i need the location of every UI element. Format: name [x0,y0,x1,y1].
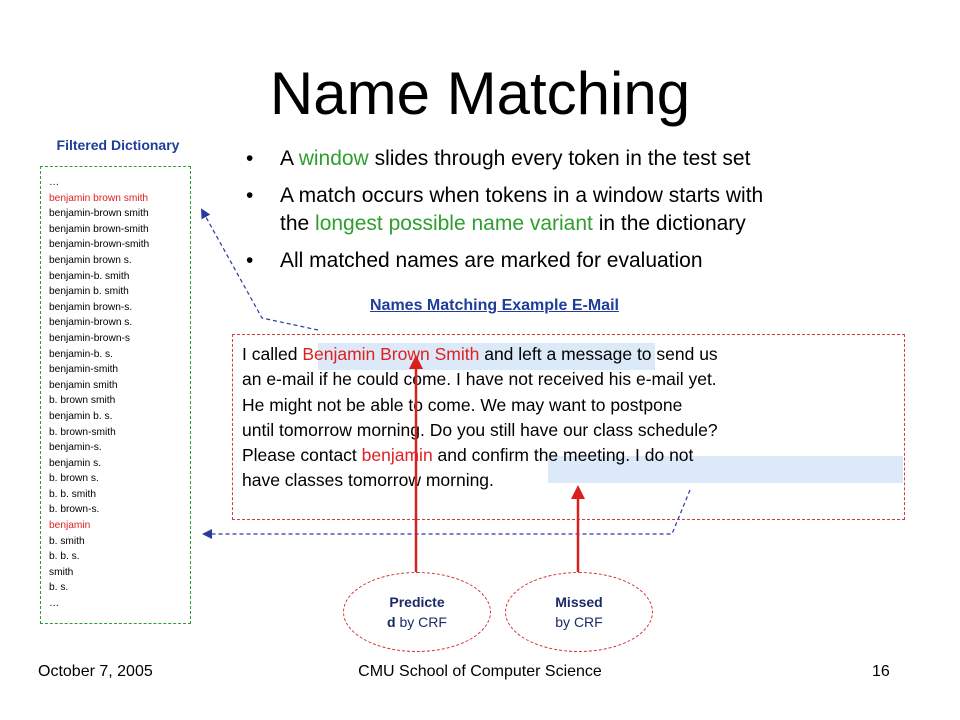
oval-text: by CRF [395,614,447,630]
email-name-match: benjamin [361,445,433,466]
missed-by-crf-oval [505,572,653,652]
email-fragment: Please contact [242,445,362,466]
arrow-to-dictionary-top [202,210,318,330]
dictionary-entry: b. b. smith [49,488,96,500]
bullet-text: All matched names are marked for evaluation [280,249,703,272]
dictionary-entry: b. brown-s. [49,504,100,516]
dictionary-entry: benjamin brown-s. [49,301,133,313]
dictionary-entry: benjamin-s. [49,442,102,454]
dictionary-entry: b. brown smith [49,395,116,407]
dictionary-entry: benjamin-brown s. [49,317,133,329]
bullet-dot: • [246,147,254,170]
page-number: 16 [872,663,890,680]
dictionary-entry: benjamin [49,520,91,532]
email-line: until tomorrow morning. Do you still have our class schedule? [242,419,718,440]
oval-text: Predicte [389,594,445,610]
email-line: He might not be able to come. We may want to postpone [242,394,683,415]
dictionary-entry: … [49,598,60,610]
dictionary-entry: benjamin smith [49,379,118,391]
email-fragment: and confirm the meeting. I do not [432,445,694,466]
dictionary-entry: b. brown-smith [49,426,116,438]
dictionary-entry: benjamin b. s. [49,410,113,422]
dictionary-title: Filtered Dictionary [56,137,180,153]
bullet-text: slides through every token in the test set [368,147,751,170]
email-name-match: Benjamin Brown Smith [302,344,480,364]
dictionary-entry: benjamin brown-smith [49,223,149,235]
dictionary-entry: … [49,177,60,188]
email-fragment: and left a message to send us [479,344,718,364]
bullet-highlight-window: window [298,147,369,170]
bullet-dot: • [246,184,254,207]
oval-label [387,592,447,632]
dictionary-entry: benjamin b. smith [49,286,129,298]
bullet-text: A match occurs when tokens in a window starts with [280,184,764,207]
dictionary-entry: b. smith [49,535,85,547]
bullet-text: A [280,147,299,170]
oval-text: Missed [555,594,603,610]
bullet-text: the [280,212,316,235]
dictionary-entry: benjamin brown s. [49,254,132,266]
dictionary-entry: b. b. s. [49,551,80,563]
bullet-dot: • [246,249,254,272]
dictionary-entry: benjamin-brown-s [49,332,130,344]
example-title: Names Matching Example E-Mail [370,297,619,314]
dictionary-entry: smith [49,566,74,578]
email-line: an e-mail if he could come. I have not received his e-mail yet. [242,369,717,390]
footer-date: October 7, 2005 [38,663,153,680]
dictionary-entry: benjamin s. [49,457,102,469]
dictionary-entry: benjamin-brown-smith [49,239,150,251]
dictionary-entry: benjamin-smith [49,364,119,376]
oval-text: by CRF [555,614,603,630]
dictionary-entry: benjamin-b. smith [49,270,130,282]
slide-title: Name Matching [269,60,691,127]
arrow-to-dictionary-entry [204,490,690,534]
dictionary-entry: b. brown s. [49,473,99,485]
dictionary-entry: b. s. [49,582,69,594]
oval-text: d [387,614,396,630]
bullet-text: in the dictionary [592,212,746,235]
footer-center: CMU School of Computer Science [358,663,602,680]
dictionary-entry: benjamin brown smith [49,192,149,204]
dictionary-entry: benjamin-brown smith [49,208,149,220]
email-line: have classes tomorrow morning. [242,470,494,491]
oval-label [555,592,602,632]
predicted-by-crf-oval [343,572,491,652]
email-fragment: I called [242,344,303,364]
bullet-highlight-variant: longest possible name variant [315,212,593,235]
dictionary-entry: benjamin-b. s. [49,348,113,360]
